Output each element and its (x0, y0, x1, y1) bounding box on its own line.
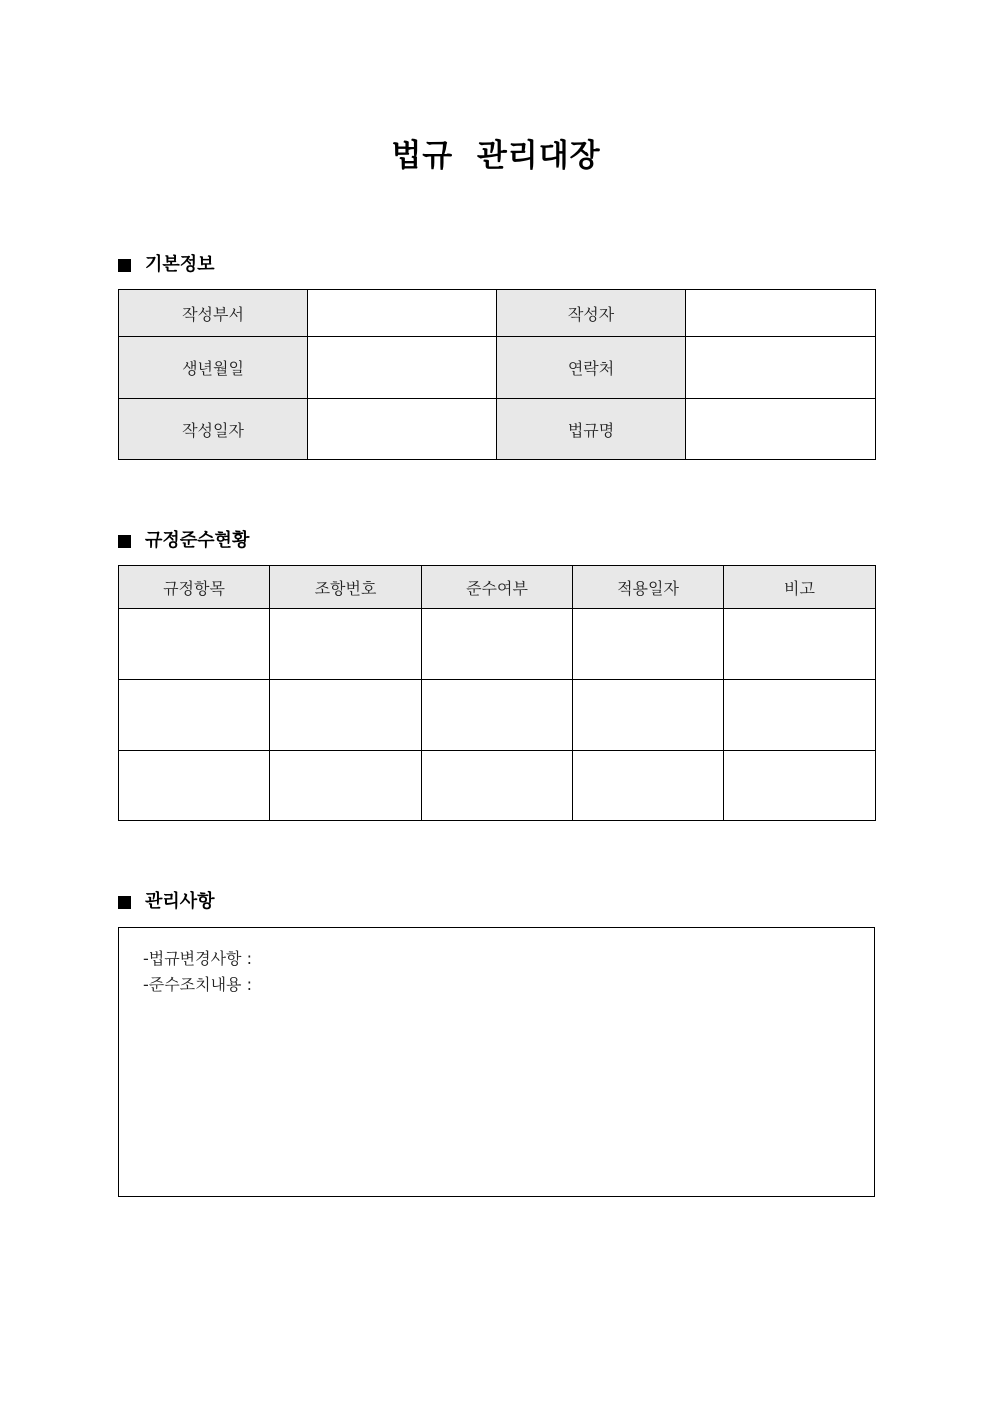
section-heading-label: 관리사항 (145, 891, 215, 912)
table-cell[interactable] (422, 680, 573, 751)
table-row (119, 399, 876, 460)
table-row (119, 337, 876, 399)
field-author[interactable] (686, 290, 876, 337)
field-author-department[interactable] (308, 290, 497, 337)
management-notes-box[interactable] (118, 927, 875, 1197)
section-heading-label: 규정준수현황 (145, 530, 250, 551)
square-bullet-icon (118, 896, 131, 909)
table-cell[interactable] (724, 751, 876, 821)
square-bullet-icon (118, 259, 131, 272)
section-heading-label: 기본정보 (145, 254, 215, 275)
basic-info-table (118, 289, 876, 460)
table-cell[interactable] (119, 680, 270, 751)
notes-line-compliance-actions: -준수조치내용 : (143, 975, 252, 994)
section-heading-basic-info (118, 253, 215, 277)
label-birth-date: 생년월일 (119, 337, 308, 399)
table-row (119, 751, 876, 821)
field-regulation-name[interactable] (686, 399, 876, 460)
table-row (119, 680, 876, 751)
label-written-date: 작성일자 (119, 399, 308, 460)
label-author-department: 작성부서 (119, 290, 308, 337)
page-title: 법규 관리대장 (391, 138, 601, 174)
label-regulation-name: 법규명 (497, 399, 686, 460)
notes-line-regulation-changes: -법규변경사항 : (143, 949, 252, 968)
column-header-applied-date: 적용일자 (573, 566, 724, 609)
table-row (119, 609, 876, 680)
label-contact: 연락처 (497, 337, 686, 399)
table-header-row (119, 566, 876, 609)
table-cell[interactable] (119, 751, 270, 821)
table-cell[interactable] (422, 609, 573, 680)
square-bullet-icon (118, 535, 131, 548)
table-cell[interactable] (573, 609, 724, 680)
compliance-table (118, 565, 876, 821)
field-birth-date[interactable] (308, 337, 497, 399)
table-cell[interactable] (573, 751, 724, 821)
table-row (119, 290, 876, 337)
table-cell[interactable] (573, 680, 724, 751)
table-cell[interactable] (119, 609, 270, 680)
field-contact[interactable] (686, 337, 876, 399)
column-header-regulation-item: 규정항목 (119, 566, 270, 609)
table-cell[interactable] (724, 680, 876, 751)
table-cell[interactable] (422, 751, 573, 821)
section-heading-compliance (118, 529, 249, 553)
table-cell[interactable] (724, 609, 876, 680)
column-header-compliance-status: 준수여부 (422, 566, 573, 609)
field-written-date[interactable] (308, 399, 497, 460)
section-heading-management (118, 890, 215, 914)
table-cell[interactable] (270, 609, 422, 680)
label-author: 작성자 (497, 290, 686, 337)
table-cell[interactable] (270, 751, 422, 821)
column-header-clause-number: 조항번호 (270, 566, 422, 609)
column-header-remarks: 비고 (724, 566, 876, 609)
table-cell[interactable] (270, 680, 422, 751)
